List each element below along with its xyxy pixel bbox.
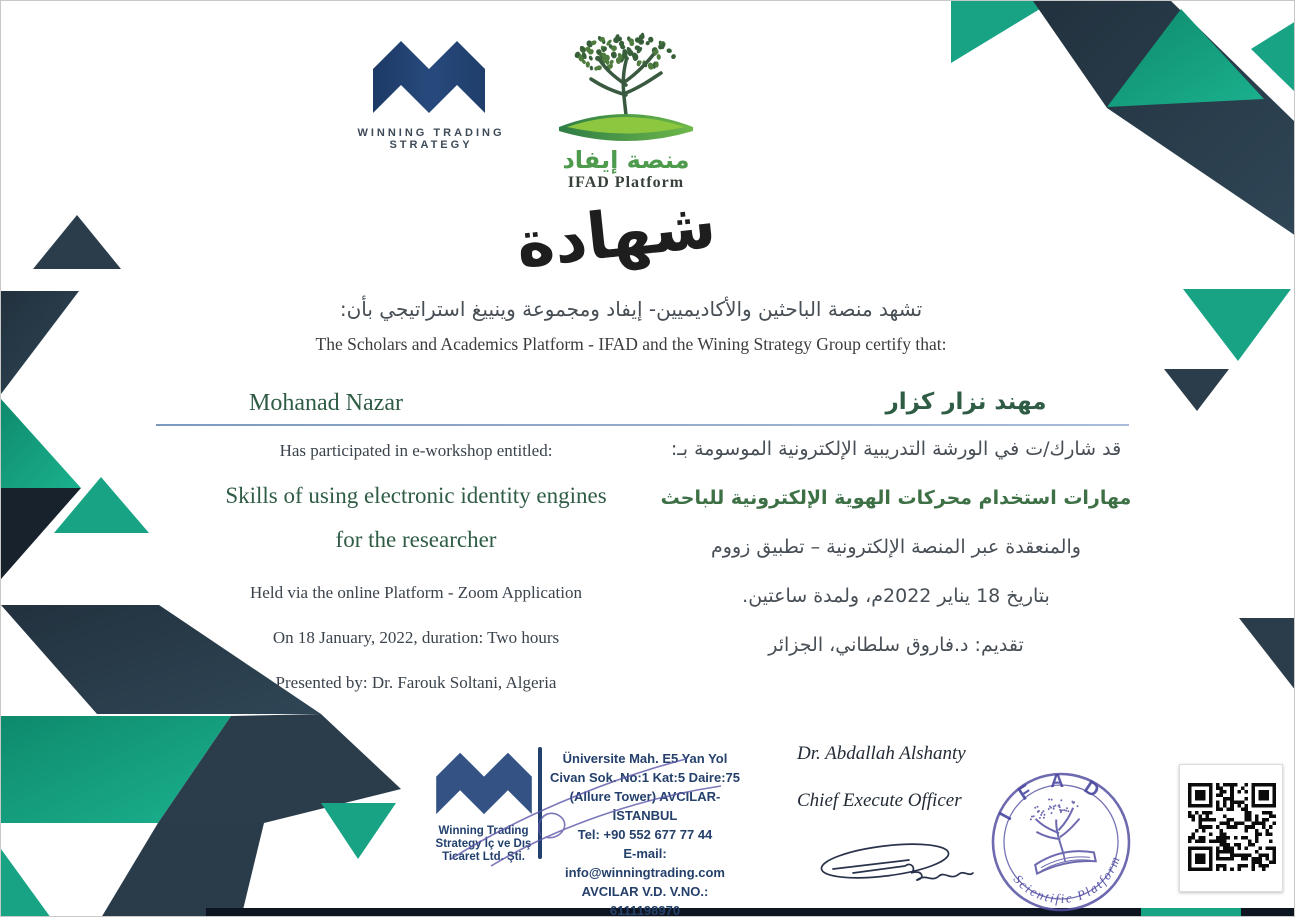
recipient-name-arabic: مهند نزار كزار <box>885 389 1047 415</box>
company-line-1: Winning Trading <box>438 825 529 837</box>
workshop-title-en-line2: for the researcher <box>335 527 497 552</box>
ifad-stamp-tree-icon <box>1022 792 1095 874</box>
company-line-2: Strategy İç ve Dış <box>435 838 532 850</box>
company-line-3: Ticaret Ltd. Şti. <box>442 851 525 863</box>
officer-signature <box>813 833 978 895</box>
body-arabic-column <box>656 438 1136 656</box>
workshop-title-en-line1: Skills of using electronic identity engines <box>225 483 607 508</box>
address-line-2: Civan Sok. No:1 Kat:5 Daire:75 <box>549 770 740 785</box>
names-divider-rule <box>156 424 1129 426</box>
presenter-line-ar: تقديم: د.فاروق سلطاني، الجزائر <box>768 634 1024 656</box>
date-line-ar: بتاريخ 18 يناير 2022م، ولمدة ساعتين. <box>742 585 1050 607</box>
platform-line-ar: والمنعقدة عبر المنصة الإلكترونية – تطبيق زووم <box>711 536 1081 558</box>
qr-code <box>1188 777 1276 877</box>
ifad-logo-arabic-name: منصة إيفاد <box>562 146 690 174</box>
workshop-title-ar: مهارات استخدام محركات الهوية الإلكترونية للباحث <box>660 487 1132 509</box>
date-line-en: On 18 January, 2022, duration: Two hours <box>272 628 560 647</box>
recipient-name-english: Mohanad Nazar <box>249 390 403 416</box>
body-english-column <box>166 441 666 693</box>
winning-trading-stamp <box>421 741 751 917</box>
ifad-stamp-arc-bottom-text: Scientific Platform <box>1010 852 1124 907</box>
svg-text:Scientific Platform <box>1009 850 1131 916</box>
participation-line-ar: قد شارك/ت في الورشة التدريبية الإلكترونية الموسومة بـ: <box>670 438 1122 460</box>
participation-line-en: Has participated in e-workshop entitled: <box>279 441 553 460</box>
address-line-4: Tel: +90 552 677 77 44 <box>577 827 713 842</box>
qr-code-card <box>1179 764 1283 892</box>
overlapping-signature-strokes <box>421 741 751 891</box>
winning-trading-logo <box>373 39 485 121</box>
officer-title: Chief Execute Officer <box>797 790 962 811</box>
address-line-1: Üniversite Mah. E5 Yan Yol <box>562 751 728 766</box>
intro-line-arabic: تشهد منصة الباحثين والأكاديميين- إيفاد ومجموعة وينييغ استراتيجي بأن: <box>339 297 923 321</box>
platform-line-en: Held via the online Platform - Zoom Application <box>250 583 582 602</box>
address-line-5: E-mail: info@winningtrading.com <box>565 846 725 880</box>
ifad-logo-english-name: IFAD Platform <box>567 174 685 191</box>
ifad-stamp-arc-top-text: I F A D <box>995 770 1109 824</box>
intro-line-english: The Scholars and Academics Platform - IFAD and the Wining Strategy Group certify that: <box>315 334 947 354</box>
address-line-6: AVCILAR V.D. V.NO.: 6111198970 <box>581 884 709 917</box>
address-line-3: (Allure Tower) AVCILAR-İSTANBUL <box>569 789 721 823</box>
ifad-round-stamp <box>972 753 1150 917</box>
winning-trading-logo-text: WINNING TRADING STRATEGY <box>357 127 505 151</box>
presenter-line-en: Presented by: Dr. Farouk Soltani, Algeria <box>275 673 557 692</box>
officer-name: Dr. Abdallah Alshanty <box>797 743 966 764</box>
ifad-tree-icon <box>541 23 711 141</box>
certificate-calligraphy-title: شهادة <box>512 188 720 283</box>
ifad-platform-logo <box>541 23 711 192</box>
